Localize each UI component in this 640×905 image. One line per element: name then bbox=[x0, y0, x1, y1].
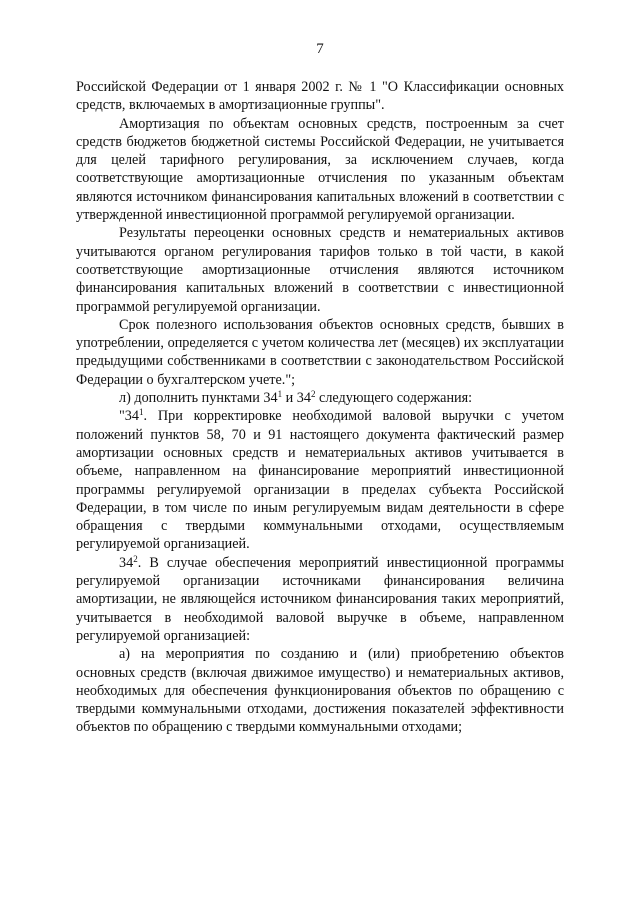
paragraph-revaluation: Результаты переоценки основных средств и нематериальных активов учитываются органом регулирования тарифов только в той части, в какой соответствующие амортизационные отчисления являются источником финансирования капитальных вложений в соответствии с инвестиционной программой регулируемой организации. bbox=[76, 225, 564, 315]
p34-2-text: . В случае обеспечения мероприятий инвестиционной программы регулируемой организации источниками финансирования величина амортизации, не являющейся источником финансирования таких мероприятий, учитывается в необходимой валовой выручке в объеме, направленном регулируемой организацией: bbox=[76, 554, 564, 644]
item-l-sup1: 1 bbox=[277, 389, 283, 400]
p34-2-sup: 2 bbox=[133, 553, 138, 564]
paragraph-34-2 bbox=[76, 554, 564, 645]
subparagraph-a: а) на мероприятия по созданию и (или) приобретению объектов основных средств (включая движимое имущество) и нематериальных активов, необходимых для обеспечения функционирования объектов по обращению с твердыми коммунальными отходами, достижения показателей эффективности объектов по обращению с твердыми коммунальными отходами; bbox=[76, 646, 564, 736]
item-l-sup2: 2 bbox=[310, 389, 316, 400]
paragraph-budget-amortization: Амортизация по объектам основных средств, построенным за счет средств бюджетов бюджетной системы Российской Федерации, не учитывается для целей тарифного регулирования, за исключением случаев, когда соответствующие амортизационные отчисления по указанным объектам являются источником финансирования капитальных вложений в соответствии с утвержденной инвестиционной программой регулируемой организации. bbox=[76, 115, 564, 224]
paragraph-34-1 bbox=[76, 407, 564, 553]
item-l-mid: и 34 bbox=[282, 390, 311, 407]
paragraph-classification: Российской Федерации от 1 января 2002 г. № 1 "О Классификации основных средств, включаемых в амортизационные группы". bbox=[76, 79, 564, 114]
document-body bbox=[76, 78, 564, 737]
paragraph-useful-life: Срок полезного использования объектов основных средств, бывших в употреблении, определяется с учетом количества лет (месяцев) их эксплуатации предыдущими собственниками в соответствии с законодательством Российской Федерации о бухгалтерском учете."; bbox=[76, 316, 564, 388]
item-l-before: л) дополнить пунктами 34 bbox=[119, 390, 278, 407]
p34-2-lead: 34 bbox=[119, 554, 134, 571]
item-l bbox=[76, 389, 564, 407]
p34-1-text: . При корректировке необходимой валовой выручки с учетом положений пунктов 58, 70 и 91 настоящего документа фактический размер амортизации основных средств и нематериальных активов учитывается в объеме, направленном на финансирование мероприятий инвестиционной программы регулируемой организации в пределах субъекта Российской Федерации, в том числе по иным регулируемым видам деятельности в сфере обращения с твердыми коммунальными отходами, осуществляемым регулируемой организацией. bbox=[76, 408, 564, 553]
p34-1-lead: "34 bbox=[119, 408, 139, 425]
page-number: 7 bbox=[316, 41, 324, 57]
item-l-after: следующего содержания: bbox=[315, 390, 473, 407]
p34-1-sup: 1 bbox=[138, 407, 144, 418]
